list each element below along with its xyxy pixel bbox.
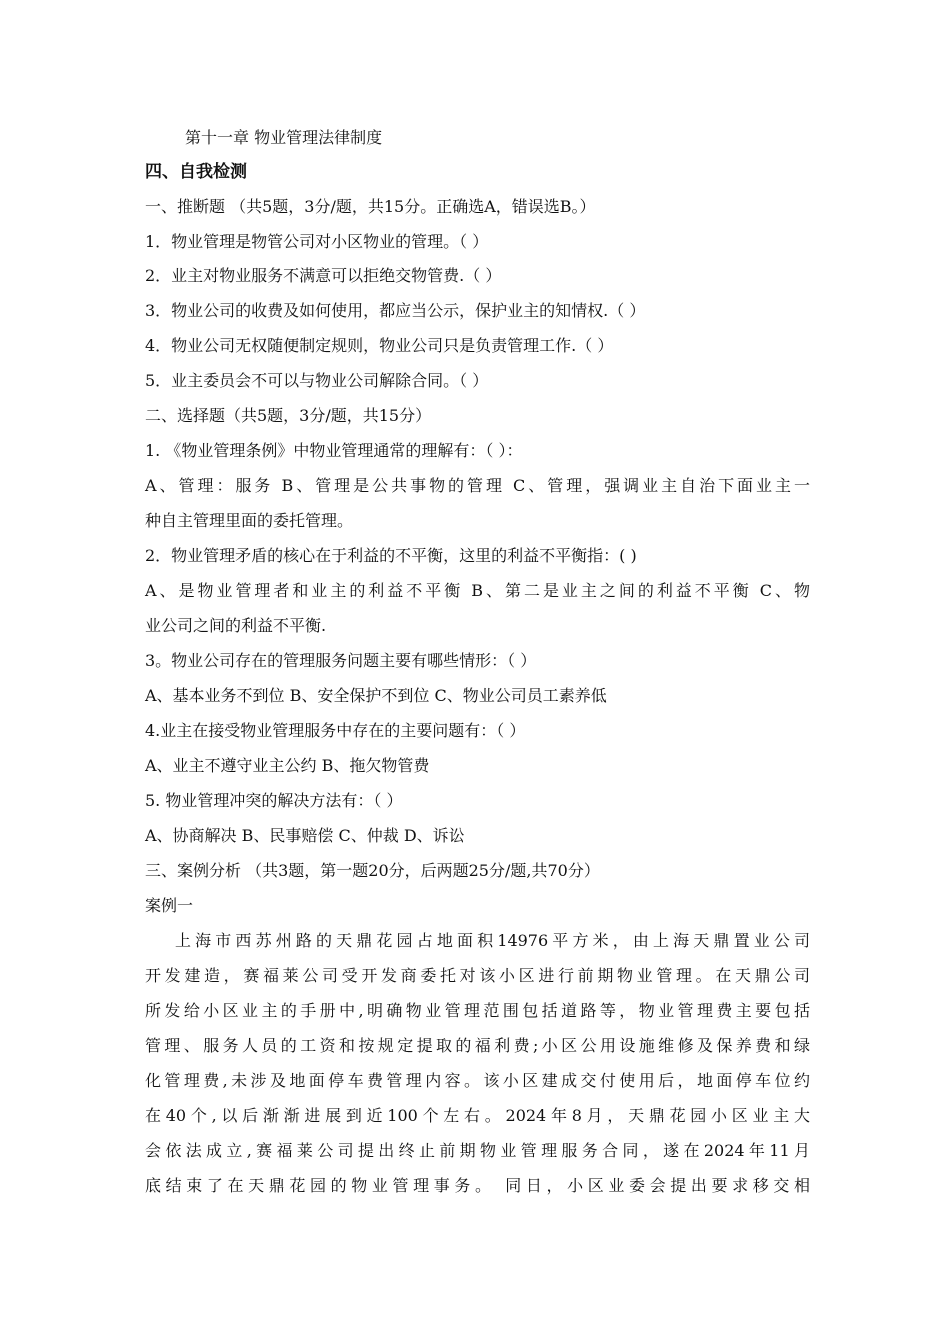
case-paragraph-line: 开发建造，赛福莱公司受开发商委托对该小区进行前期物业管理。在天鼎公司 — [145, 966, 810, 985]
question-line: 1．物业管理是物管公司对小区物业的管理。（ ） — [145, 232, 489, 251]
chapter-title: 第十一章 物业管理法律制度 — [185, 128, 383, 147]
option-line: 种自主管理里面的委托管理。 — [145, 511, 354, 530]
question-line: 2．物业管理矛盾的核心在于利益的不平衡，这里的利益不平衡指：( ) — [145, 546, 637, 565]
question-line: 5. 物业管理冲突的解决方法有：（ ） — [145, 791, 403, 810]
option-line: A、协商解决 B、民事赔偿 C、仲裁 D、诉讼 — [145, 826, 465, 845]
option-line: A、管理：服务 B、管理是公共事物的管理 C、管理，强调业主自治下面业主一 — [145, 476, 810, 495]
option-line: A、业主不遵守业主公约 B、拖欠物管费 — [145, 756, 430, 775]
section-heading: 四、自我检测 — [145, 162, 247, 182]
case-title: 案例一 — [145, 896, 194, 915]
option-line: A、基本业务不到位 B、安全保护不到位 C、物业公司员工素养低 — [145, 686, 607, 705]
question-line: 1. 《物业管理条例》中物业管理通常的理解有：（ ）： — [145, 441, 523, 460]
part1-heading: 一、推断题 （共5题，3分/题，共15分。正确选A，错误选B。） — [145, 197, 596, 216]
question-line: 5．业主委员会不可以与物业公司解除合同。（ ） — [145, 371, 489, 390]
case-paragraph-line: 底结束了在天鼎花园的物业管理事务。 同日，小区业委会提出要求移交相 — [145, 1176, 810, 1195]
question-line: 4．物业公司无权随便制定规则，物业公司只是负责管理工作.（ ） — [145, 336, 614, 355]
option-line: A、是物业管理者和业主的利益不平衡 B、第二是业主之间的利益不平衡 C、物 — [145, 581, 810, 600]
case-paragraph-line: 所发给小区业主的手册中,明确物业管理范围包括道路等，物业管理费主要包括 — [145, 1001, 810, 1020]
case-paragraph-line: 在40个,以后渐渐进展到近100个左右。2024年8月，天鼎花园小区业主大 — [145, 1106, 810, 1125]
case-paragraph-line: 会依法成立,赛福莱公司提出终止前期物业管理服务合同，遂在2024年11月 — [145, 1141, 810, 1160]
option-line: 业公司之间的利益不平衡. — [145, 616, 327, 635]
question-line: 3。物业公司存在的管理服务问题主要有哪些情形：（ ） — [145, 651, 537, 670]
part3-heading: 三、案例分析 （共3题，第一题20分，后两题25分/题,共70分） — [145, 861, 600, 880]
question-line: 3．物业公司的收费及如何使用，都应当公示，保护业主的知情权.（ ） — [145, 301, 646, 320]
part2-heading: 二、选择题（共5题，3分/题，共15分） — [145, 406, 432, 425]
case-paragraph-line: 上海市西苏州路的天鼎花园占地面积14976平方米，由上海天鼎置业公司 — [175, 931, 810, 950]
case-paragraph-line: 化管理费,未涉及地面停车费管理内容。该小区建成交付使用后，地面停车位约 — [145, 1071, 810, 1090]
question-line: 2．业主对物业服务不满意可以拒绝交物管费.（ ） — [145, 266, 502, 285]
case-paragraph-line: 管理、服务人员的工资和按规定提取的福利费;小区公用设施维修及保养费和绿 — [145, 1036, 810, 1055]
question-line: 4.业主在接受物业管理服务中存在的主要问题有：（ ） — [145, 721, 526, 740]
